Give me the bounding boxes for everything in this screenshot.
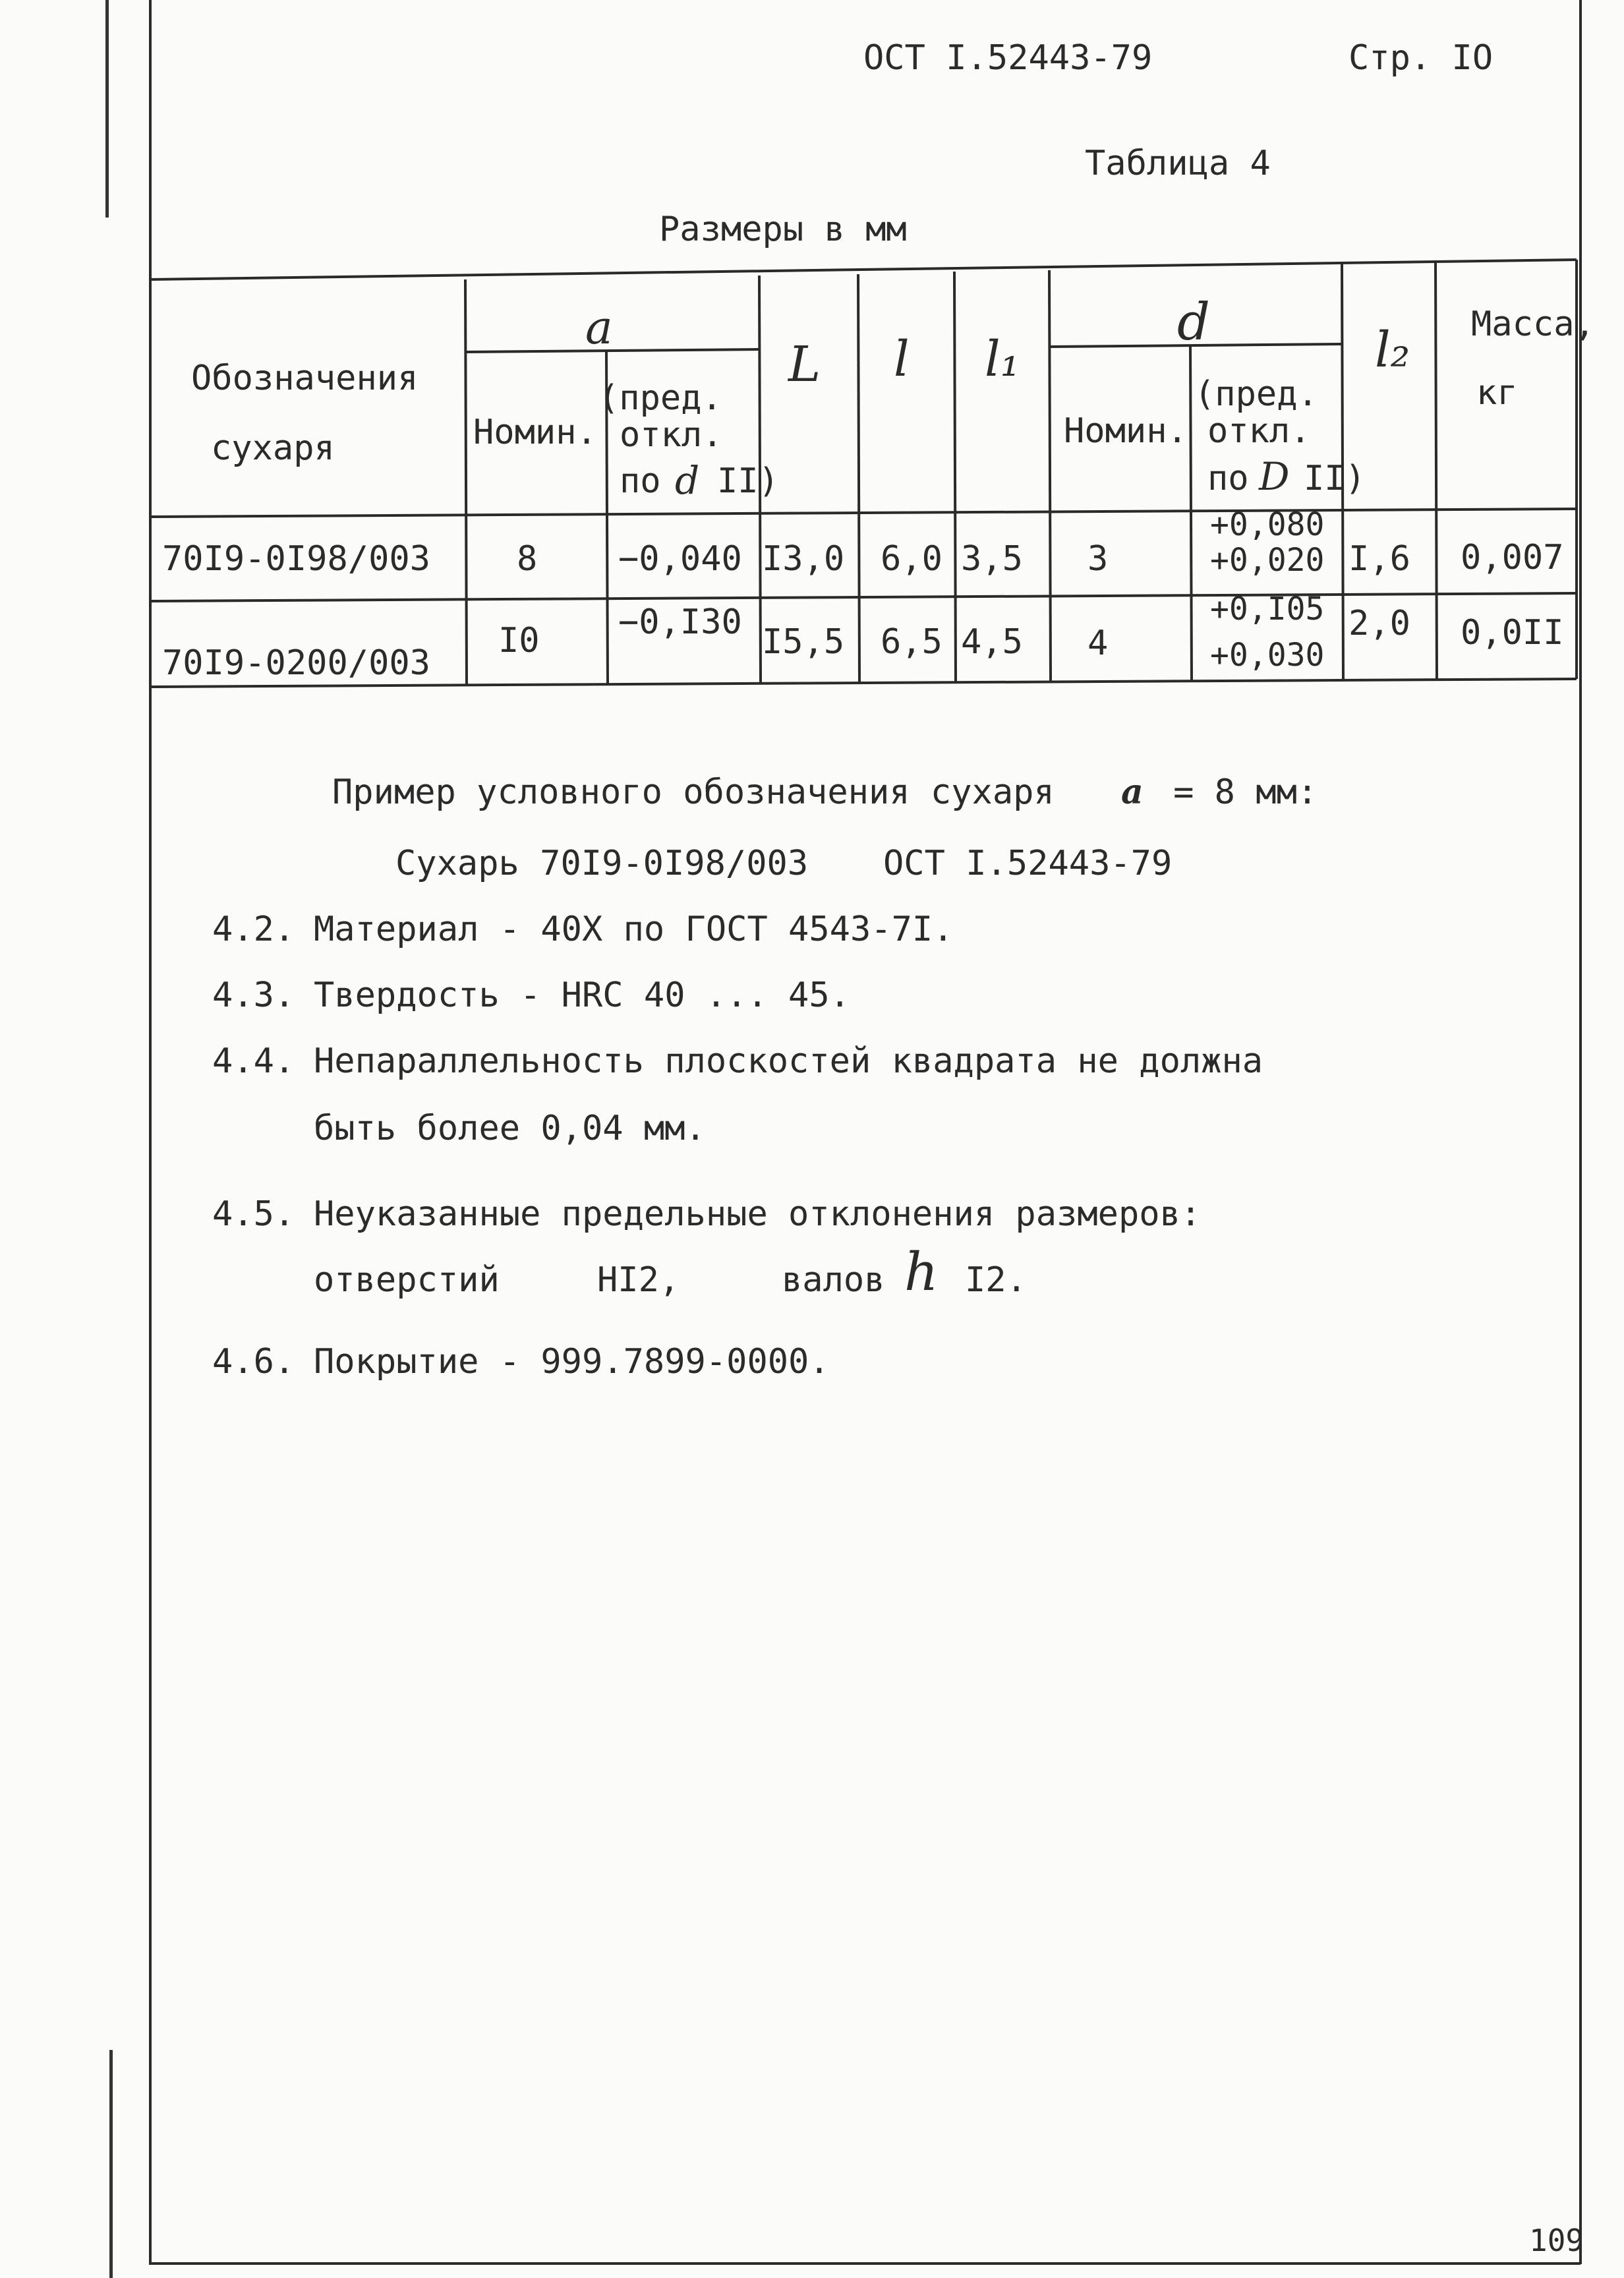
row2-l2: 2,0: [1348, 604, 1410, 643]
header-l: l: [894, 331, 910, 388]
row2-mass: 0,0II: [1461, 613, 1564, 653]
item-4-5-hole-tolerance: HI2,: [597, 1260, 680, 1300]
header-a-tolerance-2: откл.: [620, 415, 723, 455]
row2-d-tol-upper: +0,I05: [1210, 591, 1325, 628]
header-L: L: [788, 336, 821, 393]
item-4-4-continuation: быть более 0,04 мм.: [314, 1109, 706, 1148]
item-4-6-text: Покрытие - 999.7899-0000.: [314, 1342, 830, 1382]
header-mass-line1: Масса,: [1471, 305, 1595, 344]
example-line1-suffix: = 8 мм:: [1173, 773, 1318, 812]
row1-l: 6,0: [881, 539, 942, 579]
row2-l1: 4,5: [961, 622, 1023, 662]
row1-d-tol-lower: +0,020: [1210, 542, 1325, 579]
row1-d-tol-upper: +0,080: [1210, 506, 1325, 543]
header-d-tolerance-1: (пред.: [1194, 374, 1318, 414]
example-line1: [332, 772, 1318, 812]
row2-designation: 70I9-0200/003: [162, 643, 430, 683]
header-mass-line2: кг: [1476, 373, 1518, 413]
row1-d-nominal: 3: [1088, 539, 1109, 579]
row2-a-tolerance: −0,I30: [618, 602, 742, 642]
example-line2-part1: Сухарь 70I9-0I98/003: [395, 844, 809, 883]
example-line2-part2: ОСТ I.52443-79: [883, 844, 1173, 883]
binding-mark-top: [105, 0, 109, 218]
item-4-2-number: 4.2.: [212, 910, 295, 949]
row2-l: 6,5: [881, 622, 942, 662]
item-4-2-text: Материал - 40Х по ГОСТ 4543-7I.: [314, 910, 954, 949]
header-a-tolerance-1: (пред.: [598, 378, 722, 418]
header-l2: l₂: [1375, 322, 1410, 378]
header-d-symbol: d: [1177, 293, 1210, 352]
row2-d-nominal: 4: [1088, 624, 1109, 663]
header-a-tolerance-3: по: [620, 461, 661, 501]
header-d-nominal: Номин.: [1064, 411, 1188, 451]
item-4-5-number: 4.5.: [212, 1194, 295, 1234]
row1-a-tolerance: −0,040: [618, 539, 742, 579]
units-caption: Размеры в мм: [659, 210, 907, 249]
example-line1-symbol: a: [1121, 772, 1144, 812]
header-designation-line1: Обозначения: [191, 359, 419, 398]
row1-l1: 3,5: [961, 539, 1023, 579]
header-a-tolerance-4: d: [675, 458, 700, 503]
row2-L: I5,5: [762, 622, 845, 662]
item-4-6-number: 4.6.: [212, 1342, 295, 1382]
header-d-tolerance-2: откл.: [1207, 411, 1311, 451]
frame-left-border: [149, 0, 152, 2264]
page-label: Стр. IO: [1348, 38, 1494, 78]
item-4-5-shaft-symbol: h: [904, 1241, 939, 1302]
item-4-4-number: 4.4.: [212, 1041, 295, 1081]
header-d-tolerance-4: D: [1259, 454, 1290, 499]
row2-a-nominal: I0: [498, 621, 540, 660]
row2-d-tol-lower: +0,030: [1210, 637, 1325, 674]
page-number: 109: [1529, 2223, 1584, 2258]
binding-mark-bottom: [109, 2050, 113, 2278]
item-4-5-text: Неуказанные предельные отклонения размеров:: [314, 1194, 1202, 1234]
item-4-5-shaft-tolerance: I2.: [965, 1260, 1027, 1300]
item-4-3-text: Твердость - HRC 40 ... 45.: [314, 976, 850, 1015]
standard-number: ОСТ I.52443-79: [863, 38, 1153, 78]
item-4-4-text: Непараллельность плоскостей квадрата не должна: [314, 1041, 1263, 1081]
table-title: Таблица 4: [1085, 144, 1271, 183]
header-a-tolerance-5: II): [717, 461, 779, 501]
row1-l2: I,6: [1348, 539, 1410, 579]
header-designation-line2: сухаря: [211, 428, 335, 468]
header-l1: l₁: [985, 331, 1020, 388]
row1-L: I3,0: [762, 539, 845, 579]
header-a-nominal: Номин.: [473, 413, 597, 452]
frame-bottom-border: [149, 2262, 1580, 2265]
item-4-5-shafts: валов: [782, 1260, 885, 1300]
frame-right-border: [1579, 0, 1582, 2264]
example-line1-prefix: Пример условного обозначения сухаря: [332, 773, 1055, 812]
header-d-tolerance-3: по: [1207, 459, 1249, 498]
row1-mass: 0,007: [1461, 538, 1564, 577]
header-d-tolerance-5: II): [1304, 459, 1366, 498]
item-4-3-number: 4.3.: [212, 976, 295, 1015]
row1-a-nominal: 8: [517, 539, 538, 579]
item-4-5-holes: отверстий: [314, 1260, 500, 1300]
header-a-symbol: a: [585, 301, 613, 355]
row1-designation: 70I9-0I98/003: [162, 539, 430, 579]
